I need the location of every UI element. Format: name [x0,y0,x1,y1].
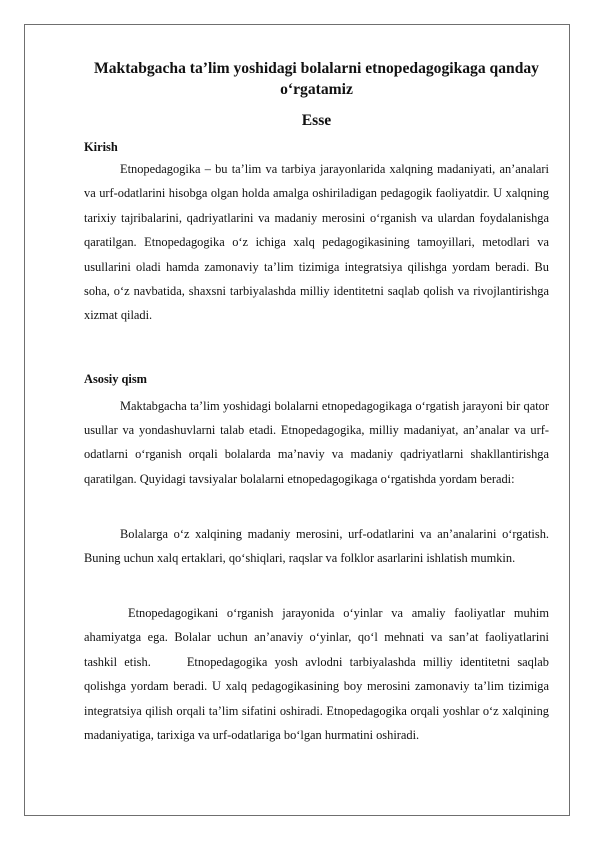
intro-heading: Kirish [84,140,118,154]
main-paragraph-2: Bolalarga o‘z xalqining madaniy merosini, urf-odatlarini va an’analarini o‘rgatish. Buning uchun xalq ertaklari, qo‘shiqlari, raqslar va folklor asarlarini ishlatish mumkin. [84,527,549,566]
main-paragraph-3a: Etnopedagogikani o‘rganish jarayonida o‘yinlar va amaliy faoliyatlar muhim ahamiyatga ega. Bolalar uchun an’anaviy o‘yinlar, qo‘l mehnati va san’at faoliyatlarini tashkil etish. [84,606,549,669]
main-paragraph-3b: Etnopedagogika yosh avlodni tarbiyalashda milliy identitetni saqlab qolishga yordam beradi. U xalq pedagogikasining boy merosini zamonaviy ta’lim tizimiga integratsiya qilish orqali ta’lim sifatini oshiradi. Etnopedagogika orqali yoshlar o‘z xalqining madaniyatiga, tarixiga va urf-odatlariga bo‘lgan hurmatini oshiradi. [84,654,550,743]
main-paragraph-3 [84,601,549,747]
main-heading: Asosiy qism [84,372,147,386]
page-title: Maktabgacha ta’lim yoshidagi bolalarni etnopedagogikaga qanday o‘rgatamiz [94,60,539,98]
main-paragraph-1: Maktabgacha ta’lim yoshidagi bolalarni etnopedagogikaga o‘rgatish jarayoni bir qator usullar va yondashuvlarni talab etadi. Etnopedagogika, milliy madaniyat, an’analar va urf-odatlarni o‘rganish orqali bolalarda ma’naviy va madaniy qadriyatlarni shakllantirishga qaratilgan. Quyidagi tavsiyalar bolalarni etnopedagogikaga o‘rgatishda yordam beradi: [84,399,549,486]
document-subtitle: Esse [301,112,332,129]
intro-paragraph: Etnopedagogika – bu ta’lim va tarbiya jarayonlarida xalqning madaniyati, an’analari va urf-odatlarini hisobga olgan holda amalga oshiriladigan pedagogik faoliyatdir. U xalqning tarixiy tajribalarini, qadriyatlarini va madaniy merosini o‘rganish va ulardan foydalanishga qaratilgan. Etnopedagogika o‘z ichiga xalq pedagogikasining tamoyillari, metodlari va usullarini oladi hamda zamonaviy ta’lim tizimiga integratsiya qilishga yordam beradi. Bu soha, o‘z navbatida, shaxsni tarbiyalashda milliy identitetni saqlab qolish va rivojlantirishga xizmat qiladi. [84,162,549,323]
